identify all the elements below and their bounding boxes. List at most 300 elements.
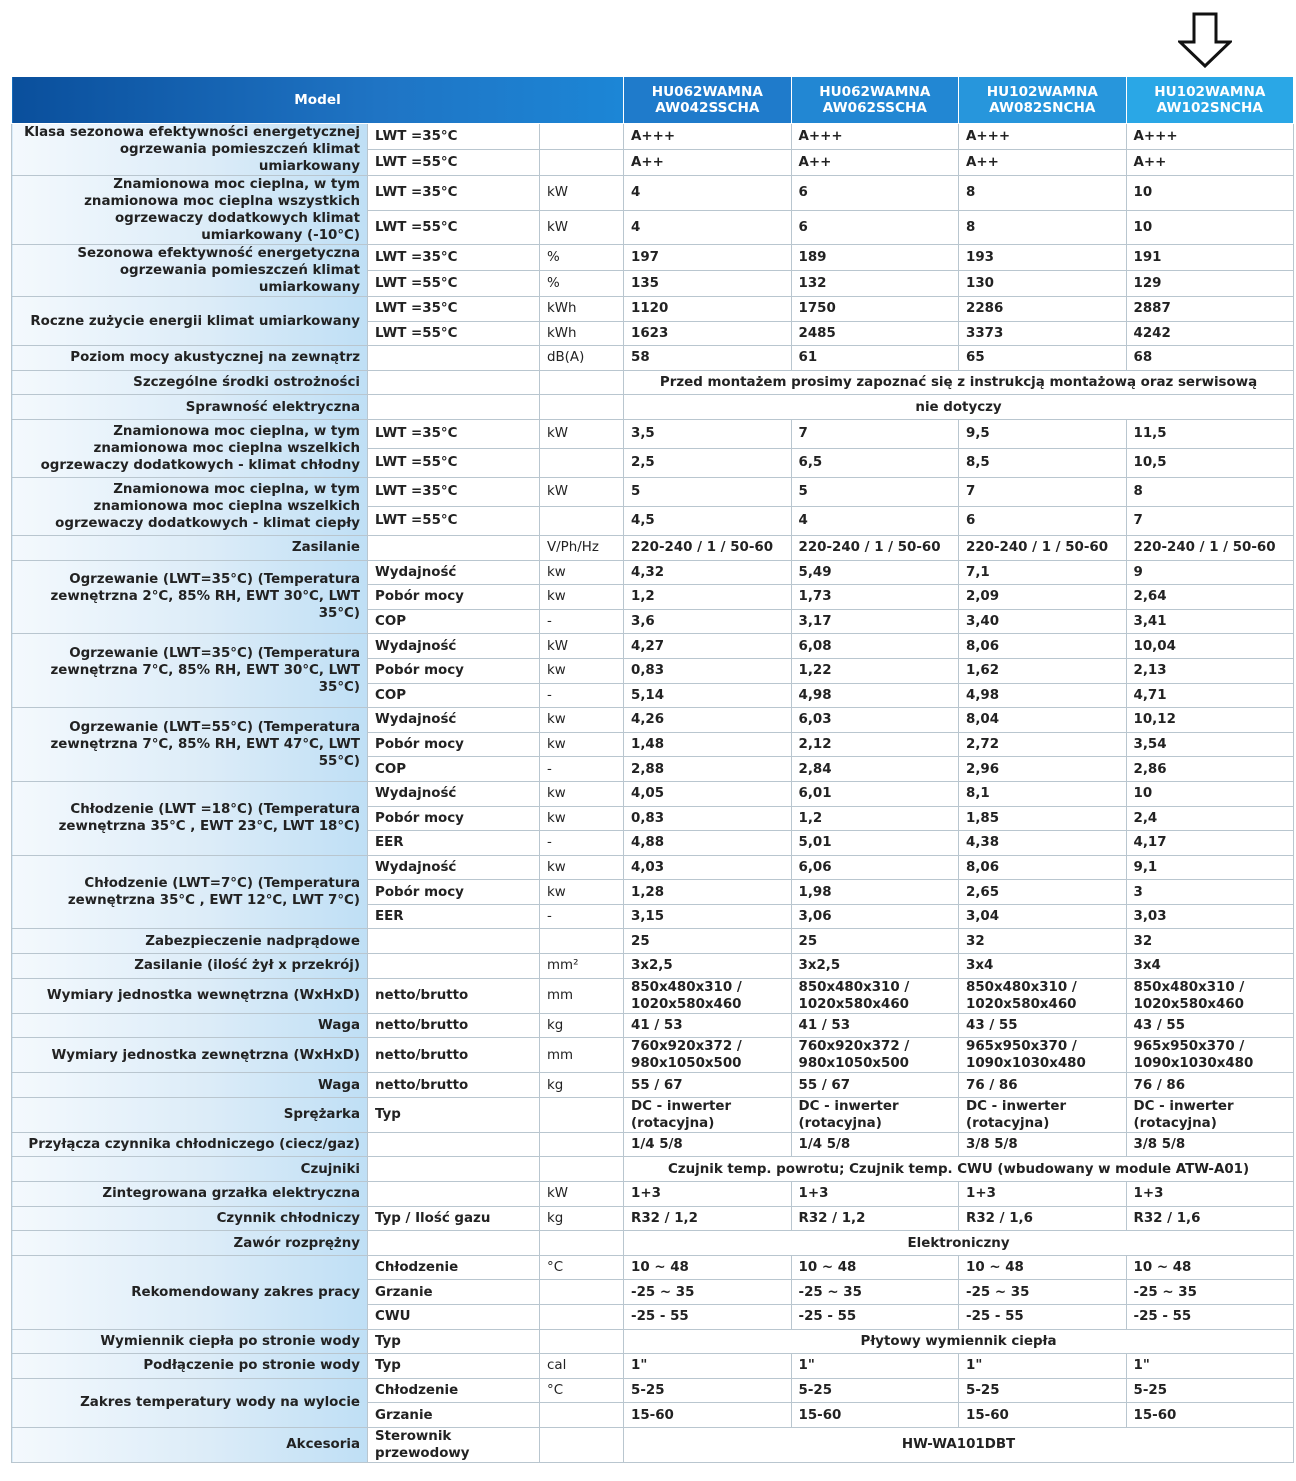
unit-cell (540, 1097, 624, 1132)
condition-cell: netto/brutto (368, 1038, 540, 1073)
condition-cell: LWT =35°C (368, 419, 540, 448)
value-cell: 3,6 (624, 609, 792, 634)
value-cell: 9,1 (1126, 855, 1294, 880)
condition-cell: Wydajność (368, 708, 540, 733)
unit-cell: kW (540, 477, 624, 506)
value-cell: 2887 (1126, 297, 1294, 322)
value-cell: 76 / 86 (959, 1073, 1127, 1098)
condition-cell: Typ (368, 1354, 540, 1379)
table-row (12, 1427, 1294, 1462)
condition-cell: Grzanie (368, 1280, 540, 1305)
value-cell: 8 (1126, 477, 1294, 506)
unit-cell: kw (540, 732, 624, 757)
row-label: Zakres temperatury wody na wylocie (12, 1378, 368, 1427)
value-cell: DC - inwerter (rotacyjna) (791, 1097, 959, 1132)
unit-cell: % (540, 271, 624, 297)
row-label: Akcesoria (12, 1427, 368, 1462)
value-cell: 4,98 (791, 683, 959, 708)
unit-cell (540, 1132, 624, 1157)
table-row (12, 176, 1294, 211)
condition-cell: LWT =55°C (368, 448, 540, 477)
condition-cell: Wydajność (368, 634, 540, 659)
value-cell: 7 (1126, 506, 1294, 535)
value-cell: 4,05 (624, 781, 792, 806)
merged-value-cell: HW-WA101DBT (624, 1427, 1294, 1462)
merged-value-cell: Przed montażem prosimy zapoznać się z instrukcją montażową oraz serwisową (624, 370, 1294, 395)
value-cell: 1+3 (791, 1182, 959, 1207)
unit-cell (540, 1280, 624, 1305)
table-row (12, 1097, 1294, 1132)
value-cell: 129 (1126, 271, 1294, 297)
table-row (12, 1255, 1294, 1280)
value-cell: 1" (624, 1354, 792, 1379)
value-cell: 850x480x310 / 1020x580x460 (624, 978, 792, 1013)
value-cell: 43 / 55 (959, 1013, 1127, 1038)
value-cell: 135 (624, 271, 792, 297)
value-cell: 4,26 (624, 708, 792, 733)
row-label: Rekomendowany zakres pracy (12, 1255, 368, 1329)
value-cell: 10,12 (1126, 708, 1294, 733)
value-cell: 7 (959, 477, 1127, 506)
condition-cell: Typ (368, 1329, 540, 1354)
value-cell: 5-25 (624, 1378, 792, 1403)
value-cell: 3/8 5/8 (1126, 1132, 1294, 1157)
value-cell: 5,14 (624, 683, 792, 708)
value-cell: R32 / 1,2 (624, 1206, 792, 1231)
value-cell: 3x4 (959, 954, 1127, 979)
unit-cell: kW (540, 210, 624, 245)
value-cell: 6,03 (791, 708, 959, 733)
row-label: Sprężarka (12, 1097, 368, 1132)
value-cell: 8,1 (959, 781, 1127, 806)
condition-cell: COP (368, 757, 540, 782)
value-cell: 4 (791, 506, 959, 535)
value-cell: 193 (959, 245, 1127, 271)
condition-cell: Chłodzenie (368, 1255, 540, 1280)
row-label: Roczne zużycie energii klimat umiarkowany (12, 297, 368, 346)
table-row (12, 1157, 1294, 1182)
value-cell: DC - inwerter (rotacyjna) (1126, 1097, 1294, 1132)
value-cell: 6,5 (791, 448, 959, 477)
value-cell: 3,54 (1126, 732, 1294, 757)
row-label: Poziom mocy akustycznej na zewnątrz (12, 346, 368, 371)
table-row (12, 1354, 1294, 1379)
table-row (12, 929, 1294, 954)
condition-cell: LWT =55°C (368, 321, 540, 346)
value-cell: 10,04 (1126, 634, 1294, 659)
value-cell: 132 (791, 271, 959, 297)
condition-cell: Pobór mocy (368, 806, 540, 831)
value-cell: 15-60 (959, 1403, 1127, 1428)
value-cell: 3,40 (959, 609, 1127, 634)
value-cell: 0,83 (624, 806, 792, 831)
table-row (12, 855, 1294, 880)
row-label: Wymiennik ciepła po stronie wody (12, 1329, 368, 1354)
condition-cell (368, 535, 540, 560)
table-row (12, 1038, 1294, 1073)
row-label: Czynnik chłodniczy (12, 1206, 368, 1231)
value-cell: 7,1 (959, 560, 1127, 585)
value-cell: 965x950x370 / 1090x1030x480 (959, 1038, 1127, 1073)
value-cell: 965x950x370 / 1090x1030x480 (1126, 1038, 1294, 1073)
row-label: Wymiary jednostka zewnętrzna (WxHxD) (12, 1038, 368, 1073)
unit-cell: mm² (540, 954, 624, 979)
table-row (12, 560, 1294, 585)
value-cell: A+++ (624, 124, 792, 150)
condition-cell: Wydajność (368, 781, 540, 806)
row-label: Klasa sezonowa efektywności energetycznej ogrzewania pomieszczeń klimat umiarkowany (12, 124, 368, 176)
unit-cell (540, 150, 624, 176)
value-cell: 1,22 (791, 658, 959, 683)
condition-cell: LWT =55°C (368, 506, 540, 535)
value-cell: 5 (624, 477, 792, 506)
value-cell: 1+3 (959, 1182, 1127, 1207)
condition-cell: Wydajność (368, 560, 540, 585)
table-row (12, 1182, 1294, 1207)
value-cell: 1" (959, 1354, 1127, 1379)
value-cell: A++ (1126, 150, 1294, 176)
value-cell: 8,06 (959, 634, 1127, 659)
value-cell: 850x480x310 / 1020x580x460 (1126, 978, 1294, 1013)
condition-cell: Pobór mocy (368, 585, 540, 610)
value-cell: 55 / 67 (624, 1073, 792, 1098)
row-label: Zabezpieczenie nadprądowe (12, 929, 368, 954)
unit-cell: V/Ph/Hz (540, 535, 624, 560)
unit-cell: kW (540, 176, 624, 211)
value-cell: 11,5 (1126, 419, 1294, 448)
value-cell: 3x4 (1126, 954, 1294, 979)
value-cell: 4,98 (959, 683, 1127, 708)
table-row (12, 1013, 1294, 1038)
row-label: Przyłącza czynnika chłodniczego (ciecz/gaz) (12, 1132, 368, 1157)
table-row (12, 297, 1294, 322)
value-cell: 2,12 (791, 732, 959, 757)
value-cell: 3,04 (959, 904, 1127, 929)
value-cell: -25 - 55 (624, 1305, 792, 1330)
value-cell: 10 ~ 48 (959, 1255, 1127, 1280)
table-row (12, 634, 1294, 659)
value-cell: 3,03 (1126, 904, 1294, 929)
value-cell: 55 / 67 (791, 1073, 959, 1098)
value-cell: 220-240 / 1 / 50-60 (791, 535, 959, 560)
unit-cell: kw (540, 855, 624, 880)
value-cell: 4,17 (1126, 831, 1294, 856)
condition-cell (368, 1182, 540, 1207)
value-cell: A++ (624, 150, 792, 176)
row-label: Ogrzewanie (LWT=35°C) (Temperatura zewnętrzna 2°C, 85% RH, EWT 30°C, LWT 35°C) (12, 560, 368, 634)
value-cell: 1623 (624, 321, 792, 346)
unit-cell (540, 1305, 624, 1330)
value-cell: 2,64 (1126, 585, 1294, 610)
value-cell: 32 (959, 929, 1127, 954)
condition-cell (368, 395, 540, 420)
row-label: Podłączenie po stronie wody (12, 1354, 368, 1379)
condition-cell (368, 1157, 540, 1182)
value-cell: 6 (791, 176, 959, 211)
value-cell: 2,72 (959, 732, 1127, 757)
value-cell: 10 ~ 48 (791, 1255, 959, 1280)
value-cell: 10 (1126, 176, 1294, 211)
condition-cell (368, 370, 540, 395)
value-cell: 3x2,5 (624, 954, 792, 979)
condition-cell: netto/brutto (368, 1013, 540, 1038)
condition-cell: COP (368, 683, 540, 708)
value-cell: 25 (624, 929, 792, 954)
value-cell: 3/8 5/8 (959, 1132, 1127, 1157)
unit-cell: - (540, 609, 624, 634)
unit-cell (540, 370, 624, 395)
row-label: Waga (12, 1013, 368, 1038)
unit-cell: mm (540, 1038, 624, 1073)
value-cell: 65 (959, 346, 1127, 371)
unit-cell: kw (540, 806, 624, 831)
value-cell: 32 (1126, 929, 1294, 954)
row-label: Ogrzewanie (LWT=35°C) (Temperatura zewnętrzna 7°C, 85% RH, EWT 30°C, LWT 35°C) (12, 634, 368, 708)
header-row (12, 77, 1294, 124)
row-label: Znamionowa moc cieplna, w tym znamionowa moc cieplna wszelkich ogrzewaczy dodatkowych - klimat ciepły (12, 477, 368, 535)
row-label: Zasilanie (12, 535, 368, 560)
condition-cell: netto/brutto (368, 978, 540, 1013)
value-cell: 8 (959, 210, 1127, 245)
value-cell: 1750 (791, 297, 959, 322)
unit-cell: kW (540, 634, 624, 659)
unit-cell: kw (540, 781, 624, 806)
value-cell: 5-25 (1126, 1378, 1294, 1403)
value-cell: 41 / 53 (791, 1013, 959, 1038)
condition-cell: Grzanie (368, 1403, 540, 1428)
value-cell: 2,5 (624, 448, 792, 477)
value-cell: A++ (791, 150, 959, 176)
value-cell: 1,28 (624, 880, 792, 905)
unit-cell (540, 448, 624, 477)
condition-cell: Chłodzenie (368, 1378, 540, 1403)
model-column-header: HU062WAMNA AW062SSCHA (791, 77, 959, 124)
condition-cell (368, 954, 540, 979)
unit-cell: cal (540, 1354, 624, 1379)
condition-cell: LWT =35°C (368, 245, 540, 271)
condition-cell (368, 929, 540, 954)
value-cell: -25 ~ 35 (791, 1280, 959, 1305)
condition-cell (368, 1132, 540, 1157)
value-cell: 6,06 (791, 855, 959, 880)
value-cell: 220-240 / 1 / 50-60 (1126, 535, 1294, 560)
condition-cell: LWT =35°C (368, 477, 540, 506)
unit-cell: kg (540, 1073, 624, 1098)
value-cell: 58 (624, 346, 792, 371)
value-cell: R32 / 1,6 (959, 1206, 1127, 1231)
value-cell: -25 - 55 (791, 1305, 959, 1330)
value-cell: 10,5 (1126, 448, 1294, 477)
value-cell: 3,5 (624, 419, 792, 448)
value-cell: 8 (959, 176, 1127, 211)
value-cell: 8,04 (959, 708, 1127, 733)
value-cell: 8,5 (959, 448, 1127, 477)
value-cell: 1,85 (959, 806, 1127, 831)
value-cell: A++ (959, 150, 1127, 176)
value-cell: 220-240 / 1 / 50-60 (624, 535, 792, 560)
row-label: Czujniki (12, 1157, 368, 1182)
down-arrow-icon (1178, 12, 1232, 68)
unit-cell (540, 1329, 624, 1354)
unit-cell: kW (540, 419, 624, 448)
unit-cell: kw (540, 880, 624, 905)
unit-cell (540, 929, 624, 954)
condition-cell: LWT =35°C (368, 124, 540, 150)
unit-cell (540, 1403, 624, 1428)
value-cell: 76 / 86 (1126, 1073, 1294, 1098)
value-cell: 2,4 (1126, 806, 1294, 831)
value-cell: 41 / 53 (624, 1013, 792, 1038)
value-cell: 2,88 (624, 757, 792, 782)
value-cell: 15-60 (1126, 1403, 1294, 1428)
value-cell: 1" (791, 1354, 959, 1379)
unit-cell: - (540, 757, 624, 782)
row-label: Znamionowa moc cieplna, w tym znamionowa moc cieplna wszystkich ogrzewaczy dodatkowych klimat umiarkowany (-10°C) (12, 176, 368, 245)
row-label: Szczególne środki ostrożności (12, 370, 368, 395)
condition-cell: Pobór mocy (368, 880, 540, 905)
value-cell: -25 - 55 (1126, 1305, 1294, 1330)
table-row (12, 477, 1294, 506)
unit-cell: kWh (540, 321, 624, 346)
value-cell: A+++ (959, 124, 1127, 150)
unit-cell: - (540, 683, 624, 708)
table-row (12, 124, 1294, 150)
condition-cell (368, 346, 540, 371)
value-cell: 6,08 (791, 634, 959, 659)
value-cell: 2,13 (1126, 658, 1294, 683)
condition-cell (368, 1231, 540, 1256)
value-cell: 1120 (624, 297, 792, 322)
value-cell: 68 (1126, 346, 1294, 371)
value-cell: 1,2 (624, 585, 792, 610)
value-cell: 4,5 (624, 506, 792, 535)
value-cell: 2,84 (791, 757, 959, 782)
value-cell: -25 ~ 35 (624, 1280, 792, 1305)
value-cell: 1,98 (791, 880, 959, 905)
value-cell: 25 (791, 929, 959, 954)
value-cell: 5,01 (791, 831, 959, 856)
value-cell: 15-60 (624, 1403, 792, 1428)
value-cell: 4,88 (624, 831, 792, 856)
table-row (12, 1132, 1294, 1157)
value-cell: 1,62 (959, 658, 1127, 683)
value-cell: 9 (1126, 560, 1294, 585)
condition-cell: LWT =55°C (368, 150, 540, 176)
merged-value-cell: Elektroniczny (624, 1231, 1294, 1256)
table-row (12, 1231, 1294, 1256)
value-cell: 10 (1126, 781, 1294, 806)
condition-cell: LWT =55°C (368, 271, 540, 297)
merged-value-cell: Czujnik temp. powrotu; Czujnik temp. CWU (wbudowany w module ATW-A01) (624, 1157, 1294, 1182)
row-label: Waga (12, 1073, 368, 1098)
value-cell: A+++ (1126, 124, 1294, 150)
value-cell: 6 (959, 506, 1127, 535)
value-cell: 6 (791, 210, 959, 245)
table-row (12, 978, 1294, 1013)
condition-cell: Typ / Ilość gazu (368, 1206, 540, 1231)
value-cell: 5-25 (959, 1378, 1127, 1403)
value-cell: 850x480x310 / 1020x580x460 (959, 978, 1127, 1013)
value-cell: 10 (1126, 210, 1294, 245)
condition-cell: EER (368, 904, 540, 929)
value-cell: A+++ (791, 124, 959, 150)
value-cell: 2485 (791, 321, 959, 346)
row-label: Znamionowa moc cieplna, w tym znamionowa moc cieplna wszelkich ogrzewaczy dodatkowych - klimat chłodny (12, 419, 368, 477)
unit-cell: kg (540, 1013, 624, 1038)
unit-cell: kw (540, 585, 624, 610)
value-cell: 3 (1126, 880, 1294, 905)
value-cell: -25 - 55 (959, 1305, 1127, 1330)
model-column-header: HU062WAMNA AW042SSCHA (624, 77, 792, 124)
value-cell: 1+3 (1126, 1182, 1294, 1207)
value-cell: 4 (624, 176, 792, 211)
value-cell: -25 ~ 35 (1126, 1280, 1294, 1305)
value-cell: 197 (624, 245, 792, 271)
unit-cell: - (540, 904, 624, 929)
value-cell: 1/4 5/8 (624, 1132, 792, 1157)
condition-cell: LWT =35°C (368, 176, 540, 211)
value-cell: 1/4 5/8 (791, 1132, 959, 1157)
unit-cell (540, 1231, 624, 1256)
value-cell: R32 / 1,2 (791, 1206, 959, 1231)
unit-cell: dB(A) (540, 346, 624, 371)
value-cell: 5,49 (791, 560, 959, 585)
value-cell: 4,71 (1126, 683, 1294, 708)
table-row (12, 1378, 1294, 1403)
row-label: Chłodzenie (LWT=7°C) (Temperatura zewnętrzna 35°C , EWT 12°C, LWT 7°C) (12, 855, 368, 929)
unit-cell: kWh (540, 297, 624, 322)
value-cell: 8,06 (959, 855, 1127, 880)
table-row (12, 1329, 1294, 1354)
unit-cell: kg (540, 1206, 624, 1231)
row-label: Wymiary jednostka wewnętrzna (WxHxD) (12, 978, 368, 1013)
value-cell: 3373 (959, 321, 1127, 346)
condition-cell: Pobór mocy (368, 658, 540, 683)
condition-cell: Typ (368, 1097, 540, 1132)
value-cell: 2286 (959, 297, 1127, 322)
table-row (12, 395, 1294, 420)
unit-cell: % (540, 245, 624, 271)
value-cell: 15-60 (791, 1403, 959, 1428)
row-label: Ogrzewanie (LWT=55°C) (Temperatura zewnętrzna 7°C, 85% RH, EWT 47°C, LWT 55°C) (12, 708, 368, 782)
value-cell: 850x480x310 / 1020x580x460 (791, 978, 959, 1013)
spec-table-body (12, 124, 1294, 1463)
unit-cell: kw (540, 658, 624, 683)
value-cell: DC - inwerter (rotacyjna) (959, 1097, 1127, 1132)
value-cell: 3,41 (1126, 609, 1294, 634)
table-row (12, 535, 1294, 560)
unit-cell: kw (540, 708, 624, 733)
table-row (12, 346, 1294, 371)
unit-cell (540, 124, 624, 150)
table-row (12, 954, 1294, 979)
value-cell: 6,01 (791, 781, 959, 806)
row-label: Zasilanie (ilość żył x przekrój) (12, 954, 368, 979)
unit-cell (540, 395, 624, 420)
condition-cell: COP (368, 609, 540, 634)
value-cell: 4,32 (624, 560, 792, 585)
condition-cell: Wydajność (368, 855, 540, 880)
value-cell: 5 (791, 477, 959, 506)
value-cell: 3,06 (791, 904, 959, 929)
value-cell: R32 / 1,6 (1126, 1206, 1294, 1231)
value-cell: -25 ~ 35 (959, 1280, 1127, 1305)
value-cell: 3x2,5 (791, 954, 959, 979)
condition-cell: netto/brutto (368, 1073, 540, 1098)
model-column-header: HU102WAMNA AW082SNCHA (959, 77, 1127, 124)
value-cell: 3,17 (791, 609, 959, 634)
value-cell: 9,5 (959, 419, 1127, 448)
